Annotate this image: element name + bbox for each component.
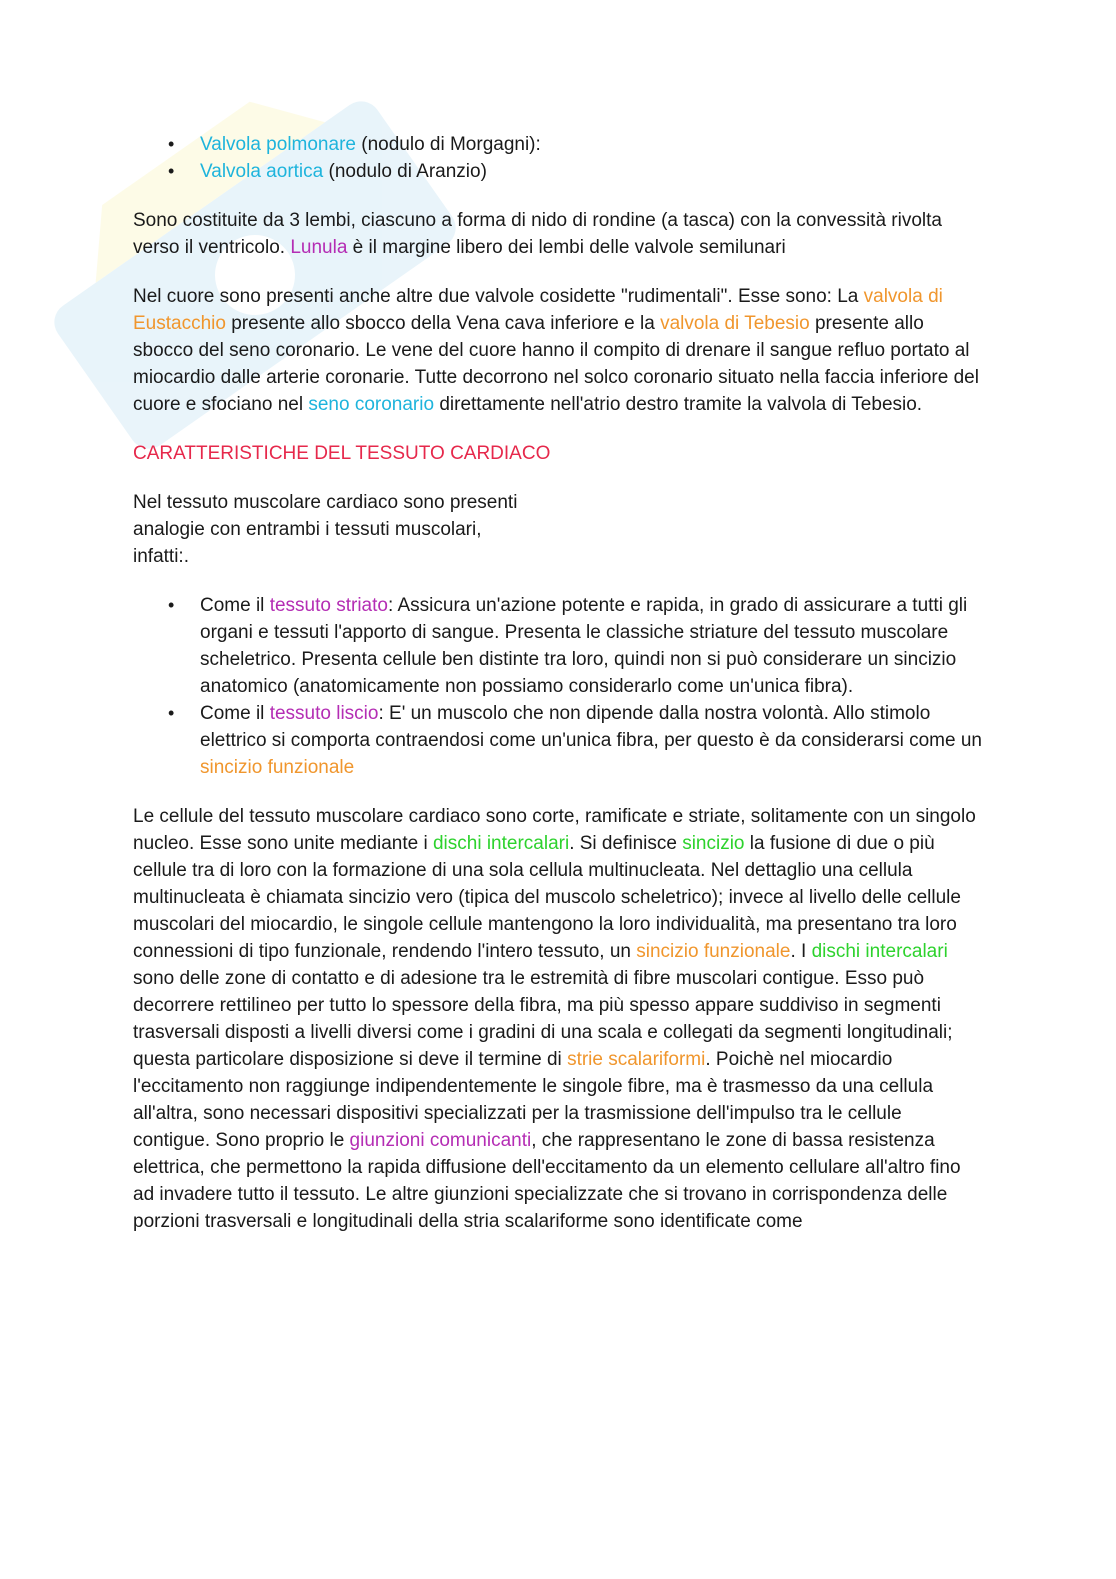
list-item [133,592,983,700]
section-heading: CARATTERISTICHE DEL TESSUTO CARDIACO [133,443,551,464]
term-sincizio: sincizio [682,833,745,854]
list-item [133,158,983,185]
text: Come il [200,595,270,616]
text: : Assicura un'azione potente e rapida, in grado di assicurare a tutti gli organi e tessuti l'apporto di sangue. Presenta le classiche striature del tessuto muscolare scheletrico. Presenta cellule ben distinte tra loro, quindi non si può considerare un sincizio anatomico (anatomicamente non possiamo considerarlo come un'unica fibra). [200,595,968,697]
text-line: analogie con entrambi i tessuti muscolari, [133,519,482,540]
text: direttamente nell'atrio destro tramite la valvola di Tebesio. [434,394,923,415]
text-line: Nel tessuto muscolare cardiaco sono presenti [133,492,518,513]
paragraph-analogie [133,489,983,570]
bullet-icon: • [168,703,175,723]
paragraph-cellule [133,803,983,1235]
text: presente allo sbocco del seno coronario. Le vene del cuore hanno il compito di drenare il sangue refluo portato al miocardio dalle arterie coronarie. Tutte decorrono nel solco coronario situato nella faccia inferiore del cuore e sfociano nel [133,313,979,415]
text: : E' un muscolo che non dipende dalla nostra volontà. Allo stimolo elettrico si comporta contraendosi come un'unica fibra, per questo è da considerarsi come un [200,703,982,751]
term-sincizio-funzionale: sincizio funzionale [636,941,791,962]
text-line: infatti:. [133,546,189,567]
text: Le cellule del tessuto muscolare cardiaco sono corte, ramificate e striate, solitamente con un singolo nucleo. Esse sono unite mediante i [133,806,976,854]
term-strie-scalariformi: strie scalariformi [567,1049,706,1070]
term-valvola-polmonare: Valvola polmonare [200,134,356,155]
term-valvola-aortica: Valvola aortica [200,161,324,182]
term-dischi-intercalari: dischi intercalari [432,833,570,854]
valve-list [133,131,983,185]
text: la fusione di due o più cellule tra di loro con la formazione di una sola cellula multinucleata. Nel dettaglio una cellula multinucleata è chiamata sincizio vero (tipica del muscolo scheletrico); invece al livello delle cellule muscolari del miocardio, le singole cellule mantengono la loro individualità, ma presentano tra loro connessioni di tipo funzionale, rendendo l'intero tessuto, un [133,833,961,962]
term-giunzioni-comunicanti: giunzioni comunicanti [349,1130,532,1151]
document-page [133,131,983,1257]
term-seno-coronario: seno coronario [308,394,435,415]
term-valvola-eustacchio: valvola di Eustacchio [133,286,943,334]
list-item-text: (nodulo di Morgagni): [355,134,541,155]
term-dischi-intercalari: dischi intercalari [811,941,948,962]
term-valvola-tebesio: valvola di Tebesio [660,313,810,334]
term-tessuto-liscio: tessuto liscio [269,703,379,724]
text: sono delle zone di contatto e di adesione tra le estremità di fibre muscolari contigue. Esso può decorrere rettilineo per tutto lo spessore della fibra, ma più spesso appare suddiviso in segmenti trasversali disposti a livelli diversi come i gradini di una scala e collegati da segmenti longitudinali; questa particolare disposizione si deve il termine di [133,968,953,1070]
text: . I [790,941,812,962]
text: Come il [200,703,270,724]
text: Sono costituite da 3 lembi, ciascuno a forma di nido di rondine (a tasca) con la convessità rivolta verso il ventricolo. [133,210,942,258]
list-item-text: (nodulo di Aranzio) [323,161,487,182]
text: . Poichè nel miocardio l'eccitamento non raggiunge indipendentemente le singole fibre, ma è trasmesso da una cellula all'altra, sono necessari dispositivi specializzati per la trasmissione dell'impulso tra le cellule contigue. Sono proprio le [133,1049,934,1151]
text: Nel cuore sono presenti anche altre due valvole cosidette "rudimentali". Esse sono: La [133,286,864,307]
paragraph-valvole-rudimentali [133,283,983,418]
bullet-icon: • [168,134,175,154]
text: presente allo sbocco della Vena cava inferiore e la [225,313,661,334]
paragraph-lembi [133,207,983,261]
text: . Si definisce [569,833,683,854]
text: , che rappresentano le zone di bassa resistenza elettrica, che permettono la rapida diffusione dell'eccitamento da un elemento cellulare all'altro fino ad invadere tutto il tessuto. Le altre giunzioni specializzate che si trovano in corrispondenza delle porzioni trasversali e longitudinali della stria scalariforme sono identificate come [133,1130,961,1232]
term-sincizio-funzionale: sincizio funzionale [200,757,355,778]
text: è il margine libero dei lembi delle valvole semilunari [347,237,786,258]
bullet-icon: • [168,161,175,181]
term-tessuto-striato: tessuto striato [269,595,388,616]
list-item [133,131,983,158]
tissue-list [133,592,983,781]
bullet-icon: • [168,595,175,615]
list-item [133,700,983,781]
term-lunula: Lunula [290,237,348,258]
